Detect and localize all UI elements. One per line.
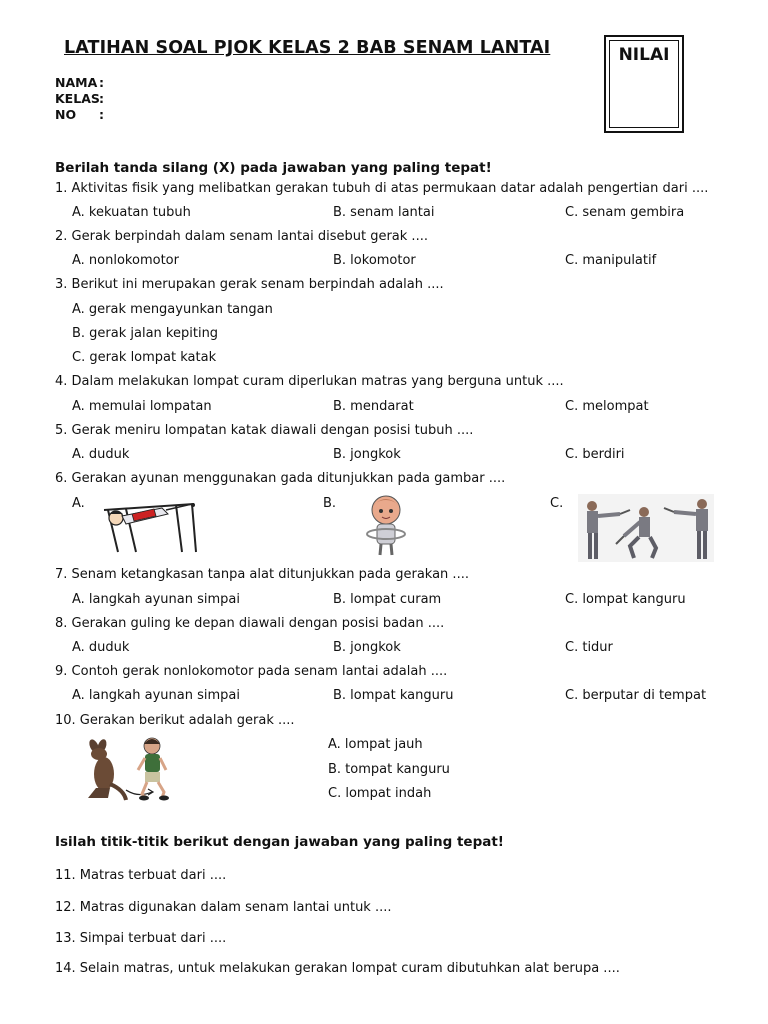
club-swinging-photo bbox=[578, 494, 714, 562]
q7-option-b: B. lompat curam bbox=[333, 592, 442, 607]
question-1: 1. Aktivitas fisik yang melibatkan gerakan tubuh di atas permukaan datar adalah pengertian dari .... bbox=[55, 181, 709, 196]
question-11: 11. Matras terbuat dari .... bbox=[55, 868, 227, 883]
q3-option-b: B. gerak jalan kepiting bbox=[72, 326, 219, 341]
q3-option-c: C. gerak lompat katak bbox=[72, 350, 217, 365]
q2-option-a: A. nonlokomotor bbox=[72, 253, 179, 268]
question-9: 9. Contoh gerak nonlokomotor pada senam lantai adalah .... bbox=[55, 664, 448, 679]
question-3: 3. Berikut ini merupakan gerak senam berpindah adalah .... bbox=[55, 277, 444, 292]
q8-option-c: C. tidur bbox=[565, 640, 613, 655]
question-13: 13. Simpai terbuat dari .... bbox=[55, 931, 227, 946]
q9-option-b: B. lompat kanguru bbox=[333, 688, 454, 703]
question-5: 5. Gerak meniru lompatan katak diawali dengan posisi tubuh .... bbox=[55, 423, 474, 438]
question-14: 14. Selain matras, untuk melakukan gerakan lompat curam dibutuhkan alat berupa .... bbox=[55, 961, 620, 976]
q9-option-c: C. berputar di tempat bbox=[565, 688, 707, 703]
q4-option-b: B. mendarat bbox=[333, 399, 414, 414]
q1-option-c: C. senam gembira bbox=[565, 205, 685, 220]
q10-option-b: B. tompat kanguru bbox=[328, 762, 450, 777]
score-box bbox=[604, 35, 684, 133]
q2-option-b: B. lokomotor bbox=[333, 253, 416, 268]
q10-option-a: A. lompat jauh bbox=[328, 737, 423, 752]
question-4: 4. Dalam melakukan lompat curam diperlukan matras yang berguna untuk .... bbox=[55, 374, 564, 389]
class-field-label: KELAS bbox=[55, 91, 100, 106]
question-6: 6. Gerakan ayunan menggunakan gada ditunjukkan pada gambar .... bbox=[55, 471, 506, 486]
q5-option-c: C. berdiri bbox=[565, 447, 625, 462]
number-field-colon: : bbox=[99, 107, 104, 122]
child-with-hoop-illustration bbox=[364, 492, 408, 558]
q4-option-a: A. memulai lompatan bbox=[72, 399, 212, 414]
q7-option-c: C. lompat kanguru bbox=[565, 592, 686, 607]
child-on-bars-illustration bbox=[96, 496, 208, 556]
section2-instruction: Isilah titik-titik berikut dengan jawaban yang paling tepat! bbox=[55, 834, 504, 850]
q3-option-a: A. gerak mengayunkan tangan bbox=[72, 302, 273, 317]
score-label: NILAI bbox=[618, 45, 670, 65]
q8-option-a: A. duduk bbox=[72, 640, 130, 655]
name-field bbox=[55, 75, 104, 90]
number-field bbox=[55, 107, 104, 122]
question-8: 8. Gerakan guling ke depan diawali dengan posisi badan .... bbox=[55, 616, 445, 631]
number-field-label: NO bbox=[55, 107, 77, 122]
q1-option-a: A. kekuatan tubuh bbox=[72, 205, 191, 220]
q4-option-c: C. melompat bbox=[565, 399, 649, 414]
name-field-label: NAMA bbox=[55, 75, 98, 90]
q5-option-b: B. jongkok bbox=[333, 447, 401, 462]
q10-option-c: C. lompat indah bbox=[328, 786, 432, 801]
section1-instruction: Berilah tanda silang (X) pada jawaban yang paling tepat! bbox=[55, 160, 492, 176]
q5-option-a: A. duduk bbox=[72, 447, 130, 462]
name-field-colon: : bbox=[99, 75, 104, 90]
question-12: 12. Matras digunakan dalam senam lantai untuk .... bbox=[55, 900, 392, 915]
q6-option-b: B. bbox=[323, 496, 337, 511]
q6-option-a: A. bbox=[72, 496, 85, 511]
question-2: 2. Gerak berpindah dalam senam lantai disebut gerak .... bbox=[55, 229, 428, 244]
class-field-colon: : bbox=[99, 91, 104, 106]
score-box-inner bbox=[609, 40, 679, 128]
question-10: 10. Gerakan berikut adalah gerak .... bbox=[55, 713, 295, 728]
q2-option-c: C. manipulatif bbox=[565, 253, 657, 268]
q8-option-b: B. jongkok bbox=[333, 640, 401, 655]
q6-option-c: C. bbox=[550, 496, 564, 511]
q1-option-b: B. senam lantai bbox=[333, 205, 435, 220]
question-7: 7. Senam ketangkasan tanpa alat ditunjukkan pada gerakan .... bbox=[55, 567, 469, 582]
q7-option-a: A. langkah ayunan simpai bbox=[72, 592, 240, 607]
q9-option-a: A. langkah ayunan simpai bbox=[72, 688, 240, 703]
kangaroo-and-boy-illustration bbox=[82, 734, 178, 802]
page-title: LATIHAN SOAL PJOK KELAS 2 BAB SENAM LANTAI bbox=[64, 38, 551, 58]
class-field bbox=[55, 91, 104, 106]
